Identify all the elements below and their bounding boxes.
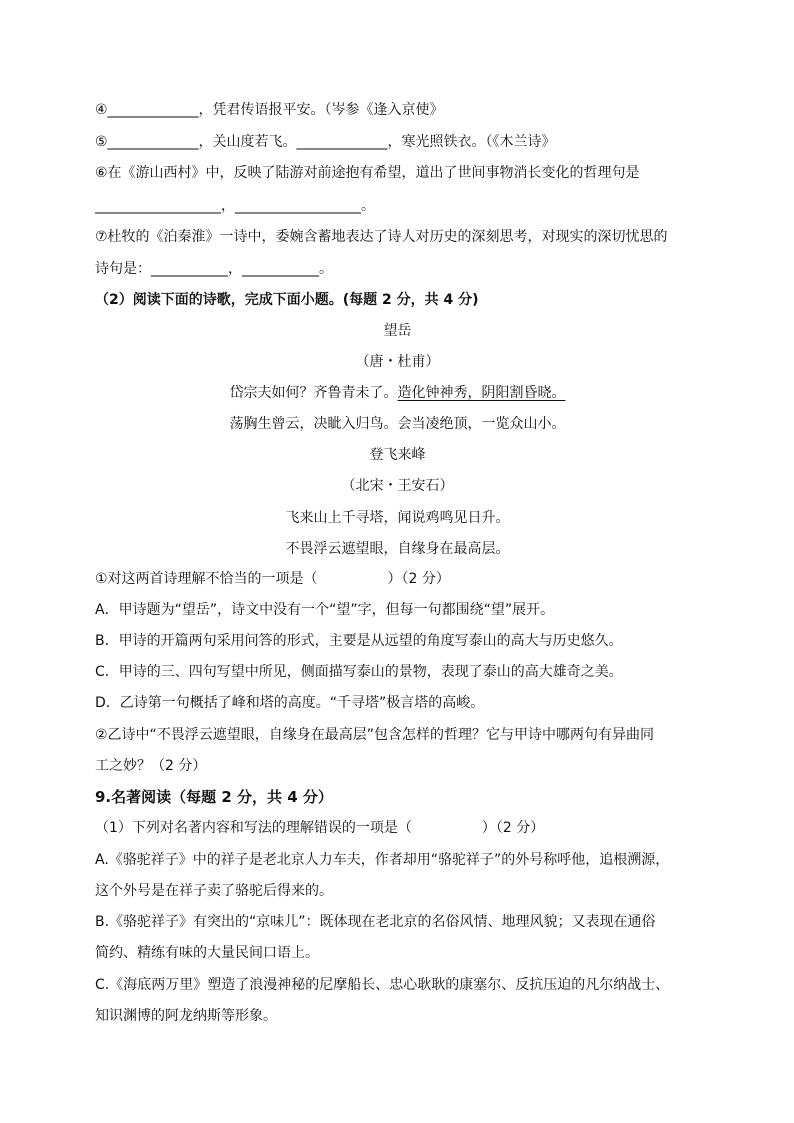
option-c: C．甲诗的三、四句写望中所见，侧面描写泰山的景物，表现了泰山的高大雄奇之美。 <box>95 664 623 680</box>
question-2-line1: ②乙诗中“不畏浮云遮望眼，自缘身在最高层”包含怎样的哲理？它与甲诗中哪两句有异曲同 <box>95 727 655 743</box>
poem1-line1-underlined: 造化钟神秀，阴阳割昏晓。 <box>397 385 566 401</box>
fill-blank-7-blanks: 诗句是：___________，___________。 <box>95 261 333 277</box>
question-9-1: （1）下列对名著内容和写法的理解错误的一项是（ ）（2 分） <box>95 820 545 836</box>
fill-blank-6-prompt: ⑥在《游山西村》中，反映了陆游对前途抱有希望，道出了世间事物消长变化的哲理句是 <box>95 165 640 181</box>
poem1-title: 望岳 <box>383 323 412 339</box>
option-d: D．乙诗第一句概括了峰和塔的高度。“千寻塔”极言塔的高峻。 <box>95 695 485 711</box>
fill-blank-6-blanks: __________________，__________________。 <box>95 198 375 214</box>
poem2-line1: 飞来山上千寻塔，闻说鸡鸣见日升。 <box>285 510 510 526</box>
question-2-line2: 工之妙？（2 分） <box>95 758 207 774</box>
poem2-author: （北宋・王安石） <box>341 478 454 494</box>
poem1-line2: 荡胸生曾云，决眦入归鸟。会当凌绝顶，一览众山小。 <box>229 416 566 432</box>
option-a: A．甲诗题为“望岳”，诗文中没有一个“望”字，但每一句都围绕“望”展开。 <box>95 602 555 618</box>
fill-blank-5: ⑤_____________，关山度若飞。_____________，寒光照铁衣。（《木兰诗》 <box>95 134 556 150</box>
q9-option-c-line1: C.《海底两万里》塑造了浪漫神秘的尼摩船长、忠心耿耿的康塞尔、反抗压迫的凡尔纳战士、 <box>95 977 670 993</box>
poem2-line2: 不畏浮云遮望眼，自缘身在最高层。 <box>285 541 510 557</box>
q9-option-b-line2: 简约、精练有味的大量民间口语上。 <box>95 945 319 961</box>
poem2-title: 登飞来峰 <box>369 447 426 463</box>
q9-option-a-line1: A.《骆驼祥子》中的祥子是老北京人力车夫，作者却用“骆驼祥子”的外号称呼他，追根溯源， <box>95 852 670 868</box>
option-b: B．甲诗的开篇两句采用问答的形式，主要是从远望的角度写泰山的高大与历史悠久。 <box>95 633 623 649</box>
q9-option-b-line1: B.《骆驼祥子》有突出的“京味儿”：既体现在老北京的名俗风情、地理风貌；又表现在通俗 <box>95 914 656 930</box>
section-2-heading: （2）阅读下面的诗歌，完成下面小题。(每题 2 分，共 4 分) <box>95 292 479 308</box>
poem1-line1 <box>95 383 700 403</box>
q9-option-a-line2: 这个外号是在祥子卖了骆驼后得来的。 <box>95 883 333 899</box>
poem1-author: （唐・杜甫） <box>355 354 440 370</box>
q9-option-c-line2: 知识渊博的阿龙纳斯等形象。 <box>95 1008 277 1024</box>
fill-blank-7-prompt: ⑦杜牧的《泊秦淮》一诗中，委婉含蓄地表达了诗人对历史的深刻思考，对现实的深切忧思的 <box>95 229 668 245</box>
poem1-line1-part-a: 岱宗夫如何？齐鲁青未了。 <box>229 385 398 401</box>
section-9-heading: 9.名著阅读（每题 2 分，共 4 分） <box>95 788 333 806</box>
fill-blank-4: ④_____________，凭君传语报平安。（岑参《逢入京使》 <box>95 102 444 118</box>
question-1: ①对这两首诗理解不恰当的一项是（ ）（2 分） <box>95 571 450 587</box>
